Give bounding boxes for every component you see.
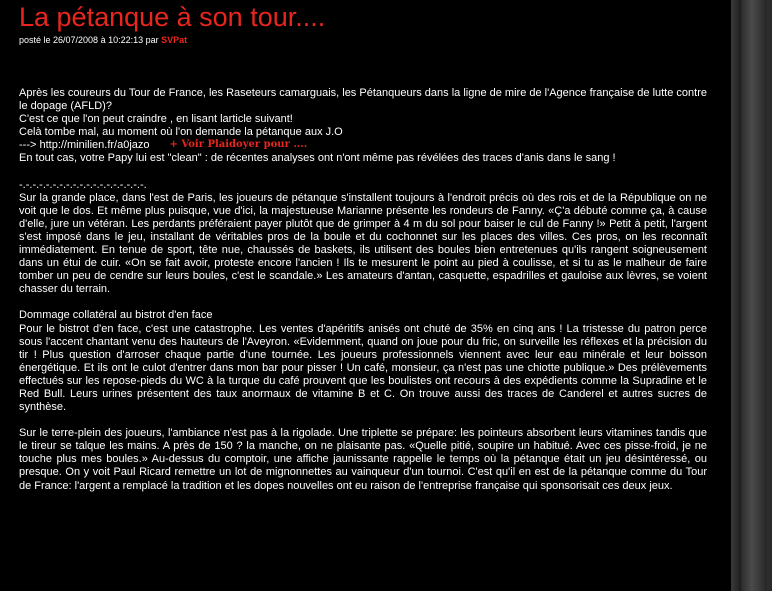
intro-line: Celà tombe mal, au moment où l'on demande la pétanque aux J.O [19,126,343,139]
post-body [19,87,707,493]
post-meta [19,35,187,46]
scrollbar-track[interactable] [741,0,767,591]
vertical-scrollbar[interactable] [731,0,772,591]
post-title: La pétanque à son tour.... [19,2,326,32]
intro-paragraph: Après les coureurs du Tour de France, les Raseteurs camarguais, les Pétanqueurs dans la ligne de mire de l'Agence française de lutte contre le dopage (AFLD)? [19,87,707,113]
intro-line: C'est ce que l'on peut craindre , en lisant larticle suivant! [19,113,293,126]
separator: -.-.-.-.-.-.-.-.-.-.-.-.-.-.-.-.-.-.-. [19,178,147,191]
article-paragraph: Pour le bistrot d'en face, c'est une catastrophe. Les ventes d'apéritifs anisés ont chuté de 35% en cinq ans ! La tristesse du patron perce sous l'accent chantant venu des hauteurs de l'Aveyron. «Evidemment, quand on joue pour du fric, on surveille les réflexes et la précision du tir ! Plus question d'arroser chaque partie d'une tournée. Les joueurs professionnels viennent avec leur eau minérale et leur boisson énergétique. Et ils ont le culot d'entrer dans mon bar pour pisser ! Un café, monsieur, ça n'est pas une chiotte publique.» Des prélèvements effectués sur les repose-pieds du WC à la turque du café prouvent que les boulistes ont recours à des expédients comme la Supradine et le Red Bull. Leurs urines présentent des taux anormaux de vitamine B et C. On trouve aussi des traces de Canderel et autres sucres de synthèse. [19,322,707,414]
section-heading: Dommage collatéral au bistrot d'en face [19,309,213,322]
external-link[interactable]: ---> http://minilien.fr/a0jazo [19,139,150,152]
intro-line: En tout cas, votre Papy lui est "clean" : de récentes analyses ont n'ont même pas révélées des traces d'anis dans le sang ! [19,152,616,165]
article-paragraph: Sur le terre-plein des joueurs, l'ambiance n'est pas à la rigolade. Une triplette se prépare: les pointeurs absorbent leurs vitamines tandis que le tireur se talque les mains. A près de 150 ? la manche, on ne plaisante pas. «Quelle pitié, soupire un habitué. Avec ces pisse-froid, je ne touche plus mes boules.» Au-dessus du comptoir, une affiche jaunissante rappelle le temps où la pétanque était un jeu désintéressé, ou presque. On y voit Paul Ricard remettre un lot de mignonnettes au vainqueur d'un tournoi. C'est qu'il en est de la pétanque comme du Tour de France: l'argent a remplacé la tradition et les dopes nouvelles ont eu raison de l'entreprise française qui sponsorisait ces deux jeux. [19,427,707,492]
link-line [19,139,707,152]
author-link[interactable]: SVPat [161,35,188,45]
plaidoyer-link[interactable]: + Voir Plaidoyer pour .... [169,139,308,151]
post-date: posté le 26/07/2008 à 10:22:13 par [19,35,162,45]
article-paragraph: Sur la grande place, dans l'est de Paris, les joueurs de pétanque s'installent toujours à l'endroit précis où des rois et de la République on ne voit que le dos. Et même plus puisque, vue d'ici, la majestueuse Marianne présente les rondeurs de Fanny. «Ç'a débuté comme ça, à cause d'elle, jure un vétéran. Les perdants préféraient payer plutôt que de grimper à 4 m du sol pour baiser le cul de Fanny !» Petit à petit, l'argent s'est imposé dans le jeu, installant de véritables pros de la boule et du cochonnet sur les places des villes. Ces pros, on les reconnaît immédiatement. En tenue de sport, tête nue, chaussés de baskets, ils utilisent des boules bien entretenues qu'ils rangent soigneusement dans un étui de cuir. «On se fait avoir, proteste encore l'ancien ! Ils te mesurent le point au pied à coulisse, et si tu as le malheur de faire tomber un peu de cendre sur leurs boules, c'est le scandale.» Les amateurs d'antan, casquette, espadrilles et gauloise aux lèvres, se voient chasser du terrain. [19,191,707,296]
